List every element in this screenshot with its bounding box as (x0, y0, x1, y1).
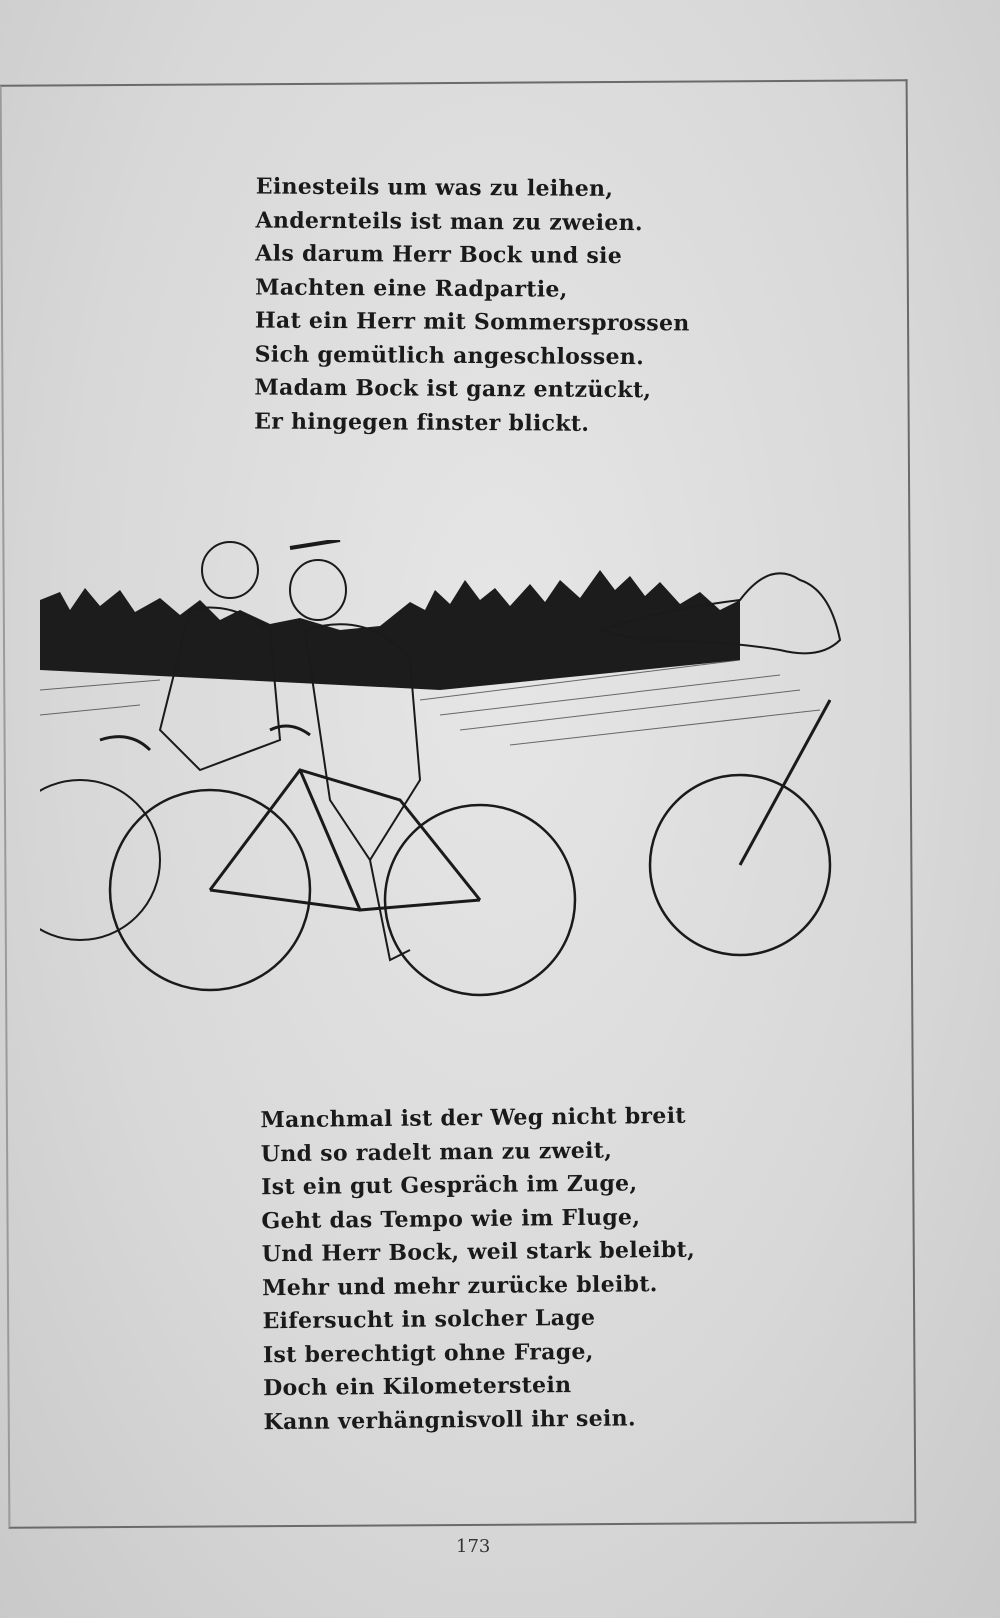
stanza-two (260, 1100, 697, 1440)
treeline (40, 570, 740, 690)
verse-line: Andernteils ist man zu zweien. (255, 206, 643, 236)
verse-line: Als darum Herr Bock und sie (255, 240, 623, 270)
verse-line: Ist berechtigt ohne Frage, (262, 1338, 594, 1368)
bicycle-wheel (40, 780, 160, 940)
cyclists-illustration (40, 540, 880, 1050)
verse-line: Manchmal ist der Weg nicht breit (260, 1102, 686, 1134)
page-number: 173 (456, 1536, 491, 1557)
verse-line: Eifersucht in solcher Lage (262, 1304, 596, 1335)
verse-line: Geht das Tempo wie im Fluge, (261, 1203, 641, 1234)
verse-line: Kann verhängnisvoll ihr sein. (263, 1404, 636, 1435)
verse-line: Sich gemütlich angeschlossen. (254, 340, 645, 370)
verse-line: Und so radelt man zu zweit, (260, 1137, 613, 1167)
verse-line: Hat ein Herr mit Sommersprossen (254, 307, 690, 337)
verse-line: Und Herr Bock, weil stark beleibt, (261, 1236, 696, 1268)
stanza-one (254, 170, 691, 441)
verse-line: Doch ein Kilometerstein (263, 1372, 572, 1402)
verse-line: Ist ein gut Gespräch im Zuge, (260, 1170, 638, 1201)
verse-line: Madam Bock ist ganz entzückt, (254, 374, 652, 404)
verse-line: Machten eine Radpartie, (255, 273, 568, 303)
verse-line: Einesteils um was zu leihen, (255, 173, 614, 202)
verse-line: Mehr und mehr zurücke bleibt. (262, 1270, 658, 1301)
verse-line: Er hingegen finster blickt. (254, 407, 590, 437)
